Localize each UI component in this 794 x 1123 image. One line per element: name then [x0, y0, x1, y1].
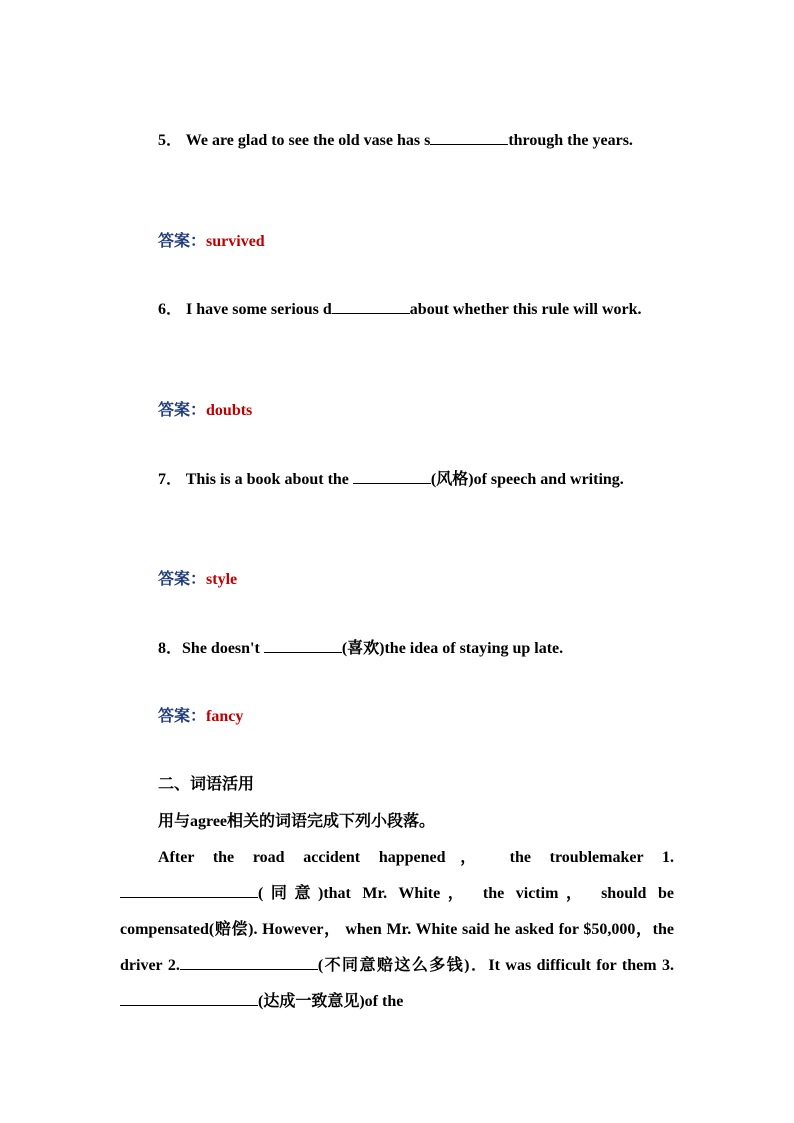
- question-7: [120, 462, 674, 498]
- answer-blank: [332, 299, 410, 314]
- answer-label: 答案：: [158, 708, 207, 725]
- question-8: [120, 631, 674, 667]
- answer-7: [158, 562, 712, 598]
- question-text: We are glad to see the old vase has s: [185, 132, 431, 149]
- question-number: 7．: [158, 471, 183, 488]
- question-text: (风格)of speech and writing.: [430, 471, 624, 488]
- answer-label: 答案：: [158, 233, 207, 250]
- passage-text: (不同意赔这么多钱)．It was difficult for them: [317, 957, 662, 974]
- answer-value: doubts: [206, 402, 253, 419]
- answer-8: [158, 699, 712, 735]
- question-text: She doesn't: [182, 640, 264, 657]
- question-number: 6．: [158, 301, 183, 318]
- question-text: This is a book about the: [185, 471, 353, 488]
- question-text: (喜欢)the idea of staying up late.: [341, 640, 564, 657]
- answer-value: fancy: [206, 708, 244, 725]
- question-number: 8．: [158, 640, 183, 657]
- answer-label: 答案：: [158, 571, 207, 588]
- question-5: [120, 123, 674, 159]
- question-6: [120, 292, 674, 328]
- answer-blank: [264, 638, 342, 653]
- passage-text: After the road accident happened， the troublemaker: [158, 849, 662, 866]
- answer-blank: [120, 991, 258, 1006]
- answer-value: style: [206, 571, 238, 588]
- answer-5: [158, 224, 712, 260]
- answer-blank: [180, 955, 318, 970]
- passage: [120, 840, 674, 1020]
- passage-text: (达成一致意见)of the: [258, 993, 404, 1010]
- question-text: I have some serious d: [186, 301, 332, 318]
- section-instruction: 用与agree相关的词语完成下列小段落。: [158, 813, 436, 830]
- answer-blank: [353, 469, 431, 484]
- answer-blank: [430, 130, 508, 145]
- passage-text: (同意)that Mr. White， the victim， should be compensated(赔偿). However， when Mr. White said he asked for $50,000，the driver: [120, 885, 674, 974]
- answer-value: survived: [206, 233, 265, 250]
- question-number: 5．: [158, 132, 183, 149]
- question-text: about whether this rule will work.: [409, 301, 642, 318]
- answer-6: [158, 393, 712, 429]
- question-text: through the years.: [508, 132, 633, 149]
- answer-label: 答案：: [158, 402, 207, 419]
- blank-number: 2.: [167, 957, 180, 974]
- blank-number: 3.: [662, 957, 674, 974]
- blank-number: 1.: [662, 849, 674, 866]
- answer-blank: [120, 883, 258, 898]
- section-title: 二、词语活用: [158, 776, 255, 793]
